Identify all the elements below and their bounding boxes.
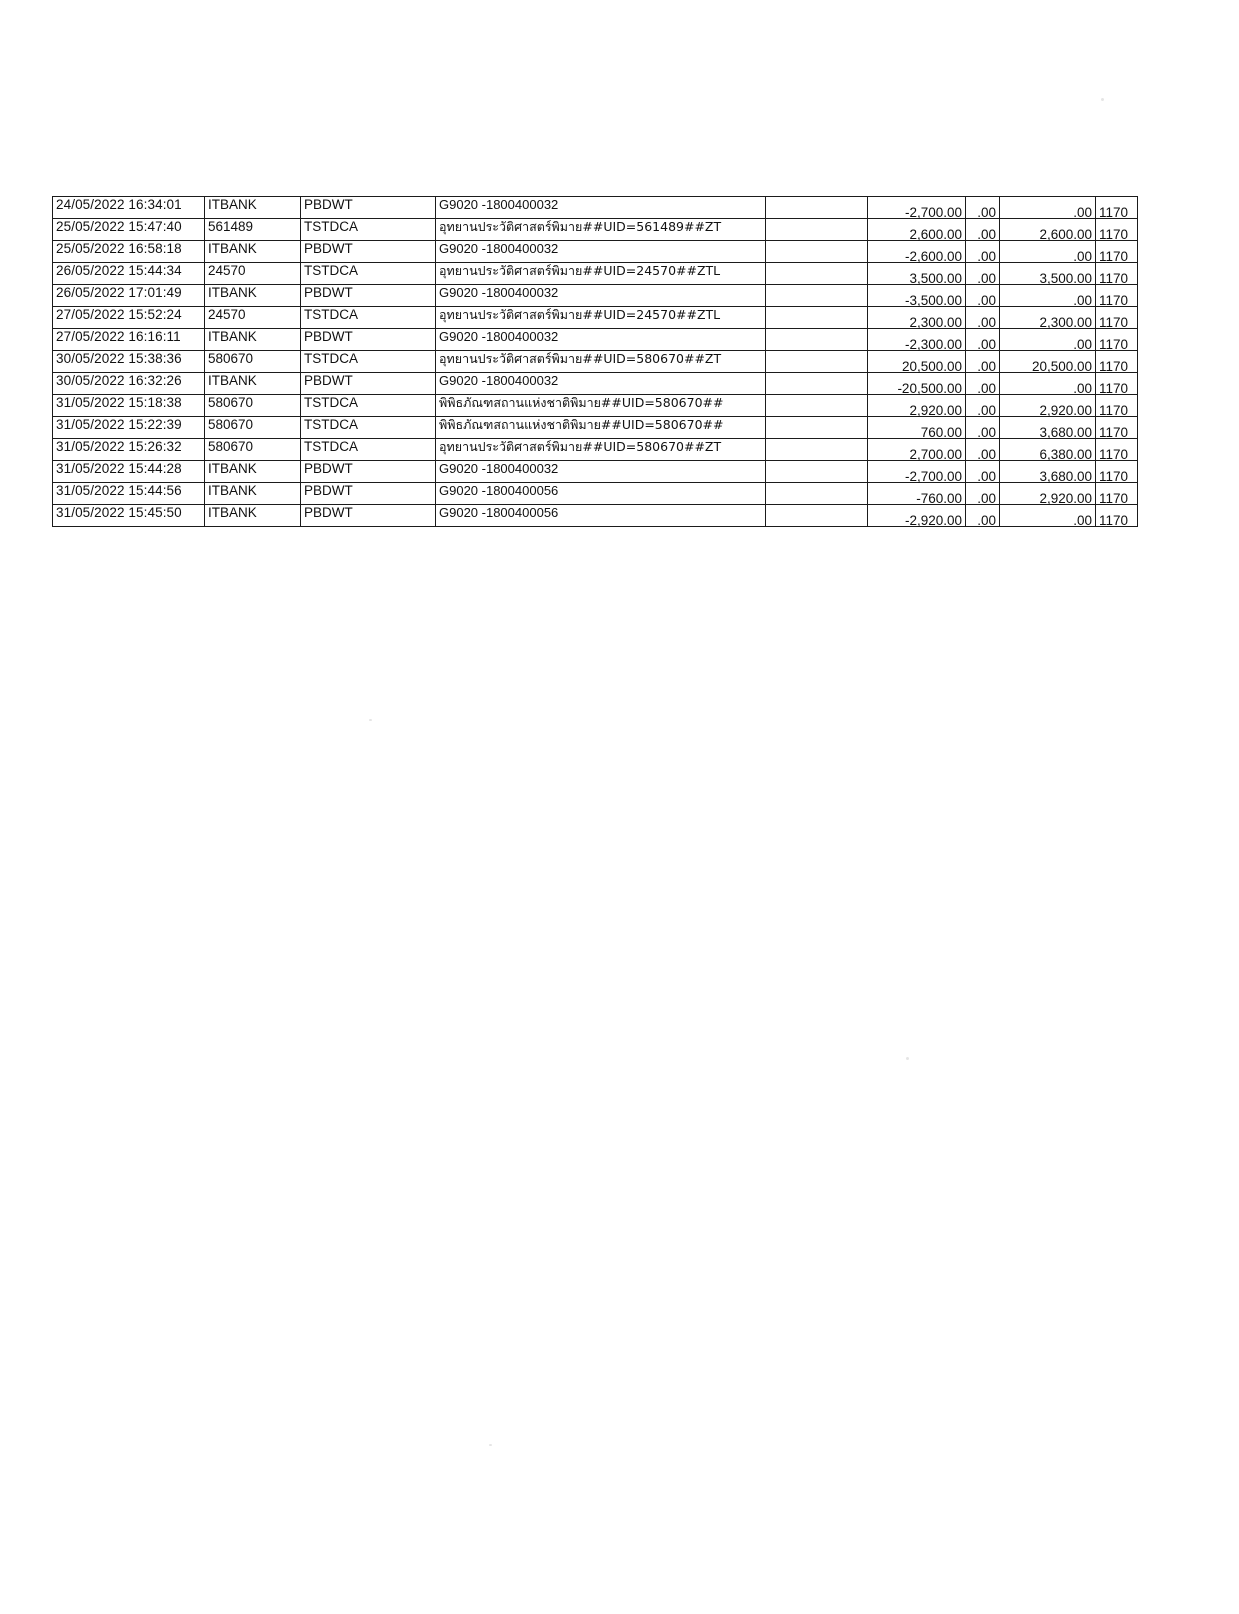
cell-reference — [766, 263, 868, 285]
cell-description: G9020 -1800400032 — [436, 461, 766, 483]
cell-account: 1170 — [1096, 491, 1138, 513]
cell-reference — [766, 285, 868, 307]
cell-balance: 2,920.00 — [1000, 491, 1096, 513]
cell-amount: -760.00 — [868, 491, 966, 513]
cell-account: 1170 — [1096, 403, 1138, 425]
scan-speckle — [906, 1057, 909, 1060]
cell-cents: .00 — [966, 491, 1000, 513]
cell-description: อุทยานประวัติศาสตร์พิมาย##UID=24570##ZTL — [436, 263, 766, 285]
cell-account: 1170 — [1096, 337, 1138, 359]
cell-description: พิพิธภัณฑสถานแห่งชาติพิมาย##UID=580670## — [436, 417, 766, 439]
cell-user: ITBANK — [205, 329, 301, 351]
cell-cents: .00 — [966, 513, 1000, 535]
transaction-ledger-table — [52, 196, 1138, 527]
cell-account: 1170 — [1096, 447, 1138, 469]
cell-account: 1170 — [1096, 381, 1138, 403]
cell-datetime: 25/05/2022 15:47:40 — [53, 219, 205, 241]
cell-datetime: 31/05/2022 15:44:28 — [53, 461, 205, 483]
cell-balance: 2,300.00 — [1000, 315, 1096, 337]
cell-user: 24570 — [205, 263, 301, 285]
cell-code: PBDWT — [301, 505, 436, 527]
cell-code: PBDWT — [301, 461, 436, 483]
cell-description: อุทยานประวัติศาสตร์พิมาย##UID=580670##ZT — [436, 439, 766, 461]
cell-user: ITBANK — [205, 373, 301, 395]
cell-code: PBDWT — [301, 285, 436, 307]
cell-code: PBDWT — [301, 241, 436, 263]
cell-cents: .00 — [966, 337, 1000, 359]
cell-cents: .00 — [966, 381, 1000, 403]
scan-speckle — [489, 1444, 492, 1446]
cell-cents: .00 — [966, 359, 1000, 381]
cell-user: ITBANK — [205, 241, 301, 263]
cell-reference — [766, 505, 868, 527]
cell-datetime: 25/05/2022 16:58:18 — [53, 241, 205, 263]
cell-user: 580670 — [205, 417, 301, 439]
cell-code: TSTDCA — [301, 263, 436, 285]
cell-cents: .00 — [966, 249, 1000, 271]
cell-account: 1170 — [1096, 227, 1138, 249]
cell-cents: .00 — [966, 293, 1000, 315]
cell-amount: 2,600.00 — [868, 227, 966, 249]
cell-balance: 3,680.00 — [1000, 425, 1096, 447]
cell-cents: .00 — [966, 205, 1000, 227]
cell-code: TSTDCA — [301, 395, 436, 417]
cell-datetime: 31/05/2022 15:22:39 — [53, 417, 205, 439]
cell-user: 561489 — [205, 219, 301, 241]
cell-user: ITBANK — [205, 483, 301, 505]
ledger-table-container — [52, 196, 1137, 527]
cell-amount: 2,700.00 — [868, 447, 966, 469]
cell-user: ITBANK — [205, 461, 301, 483]
cell-reference — [766, 373, 868, 395]
cell-cents: .00 — [966, 469, 1000, 491]
cell-description: อุทยานประวัติศาสตร์พิมาย##UID=580670##ZT — [436, 351, 766, 373]
cell-account: 1170 — [1096, 205, 1138, 227]
cell-reference — [766, 461, 868, 483]
cell-reference — [766, 395, 868, 417]
cell-reference — [766, 483, 868, 505]
cell-balance: 2,600.00 — [1000, 227, 1096, 249]
cell-description: อุทยานประวัติศาสตร์พิมาย##UID=24570##ZTL — [436, 307, 766, 329]
ledger-rows — [53, 197, 1138, 527]
cell-reference — [766, 241, 868, 263]
cell-amount: 2,920.00 — [868, 403, 966, 425]
cell-user: 580670 — [205, 395, 301, 417]
cell-balance: 3,680.00 — [1000, 469, 1096, 491]
cell-balance: .00 — [1000, 513, 1096, 535]
cell-amount: 3,500.00 — [868, 271, 966, 293]
cell-datetime: 27/05/2022 16:16:11 — [53, 329, 205, 351]
cell-code: TSTDCA — [301, 439, 436, 461]
cell-amount: -2,600.00 — [868, 249, 966, 271]
cell-datetime: 24/05/2022 16:34:01 — [53, 197, 205, 219]
cell-description: G9020 -1800400056 — [436, 483, 766, 505]
cell-datetime: 31/05/2022 15:44:56 — [53, 483, 205, 505]
cell-description: G9020 -1800400032 — [436, 329, 766, 351]
scan-speckle — [1101, 98, 1104, 101]
cell-code: TSTDCA — [301, 219, 436, 241]
cell-balance: .00 — [1000, 205, 1096, 227]
cell-reference — [766, 439, 868, 461]
cell-balance: .00 — [1000, 381, 1096, 403]
cell-amount: 20,500.00 — [868, 359, 966, 381]
cell-reference — [766, 417, 868, 439]
cell-amount: -20,500.00 — [868, 381, 966, 403]
cell-cents: .00 — [966, 447, 1000, 469]
cell-user: ITBANK — [205, 285, 301, 307]
cell-reference — [766, 329, 868, 351]
cell-balance: 3,500.00 — [1000, 271, 1096, 293]
cell-code: PBDWT — [301, 483, 436, 505]
cell-cents: .00 — [966, 425, 1000, 447]
cell-description: G9020 -1800400032 — [436, 197, 766, 219]
cell-description: G9020 -1800400032 — [436, 241, 766, 263]
cell-code: PBDWT — [301, 329, 436, 351]
cell-description: G9020 -1800400032 — [436, 373, 766, 395]
cell-description: พิพิธภัณฑสถานแห่งชาติพิมาย##UID=580670## — [436, 395, 766, 417]
scan-speckle — [369, 719, 372, 721]
cell-balance: .00 — [1000, 337, 1096, 359]
cell-balance: 6,380.00 — [1000, 447, 1096, 469]
cell-user: 580670 — [205, 439, 301, 461]
cell-cents: .00 — [966, 227, 1000, 249]
cell-user: 580670 — [205, 351, 301, 373]
cell-account: 1170 — [1096, 513, 1138, 535]
cell-cents: .00 — [966, 271, 1000, 293]
cell-amount: -2,300.00 — [868, 337, 966, 359]
cell-amount: 760.00 — [868, 425, 966, 447]
cell-code: TSTDCA — [301, 417, 436, 439]
cell-datetime: 31/05/2022 15:45:50 — [53, 505, 205, 527]
cell-account: 1170 — [1096, 469, 1138, 491]
cell-balance: 20,500.00 — [1000, 359, 1096, 381]
cell-code: TSTDCA — [301, 351, 436, 373]
cell-amount: -3,500.00 — [868, 293, 966, 315]
cell-account: 1170 — [1096, 359, 1138, 381]
cell-datetime: 26/05/2022 15:44:34 — [53, 263, 205, 285]
cell-balance: .00 — [1000, 249, 1096, 271]
cell-cents: .00 — [966, 315, 1000, 337]
cell-user: ITBANK — [205, 197, 301, 219]
cell-amount: 2,300.00 — [868, 315, 966, 337]
cell-description: G9020 -1800400056 — [436, 505, 766, 527]
cell-account: 1170 — [1096, 293, 1138, 315]
cell-datetime: 30/05/2022 15:38:36 — [53, 351, 205, 373]
cell-datetime: 26/05/2022 17:01:49 — [53, 285, 205, 307]
cell-datetime: 27/05/2022 15:52:24 — [53, 307, 205, 329]
cell-datetime: 31/05/2022 15:26:32 — [53, 439, 205, 461]
cell-code: TSTDCA — [301, 307, 436, 329]
cell-datetime: 30/05/2022 16:32:26 — [53, 373, 205, 395]
cell-description: G9020 -1800400032 — [436, 285, 766, 307]
cell-balance: .00 — [1000, 293, 1096, 315]
cell-code: PBDWT — [301, 197, 436, 219]
cell-account: 1170 — [1096, 249, 1138, 271]
cell-reference — [766, 219, 868, 241]
cell-amount: -2,700.00 — [868, 205, 966, 227]
cell-reference — [766, 307, 868, 329]
cell-amount: -2,920.00 — [868, 513, 966, 535]
cell-description: อุทยานประวัติศาสตร์พิมาย##UID=561489##ZT — [436, 219, 766, 241]
cell-user: 24570 — [205, 307, 301, 329]
cell-reference — [766, 351, 868, 373]
cell-account: 1170 — [1096, 271, 1138, 293]
cell-amount: -2,700.00 — [868, 469, 966, 491]
cell-account: 1170 — [1096, 425, 1138, 447]
table-row — [53, 197, 1138, 219]
cell-account: 1170 — [1096, 315, 1138, 337]
cell-datetime: 31/05/2022 15:18:38 — [53, 395, 205, 417]
cell-balance: 2,920.00 — [1000, 403, 1096, 425]
cell-cents: .00 — [966, 403, 1000, 425]
cell-user: ITBANK — [205, 505, 301, 527]
cell-reference — [766, 197, 868, 219]
cell-code: PBDWT — [301, 373, 436, 395]
